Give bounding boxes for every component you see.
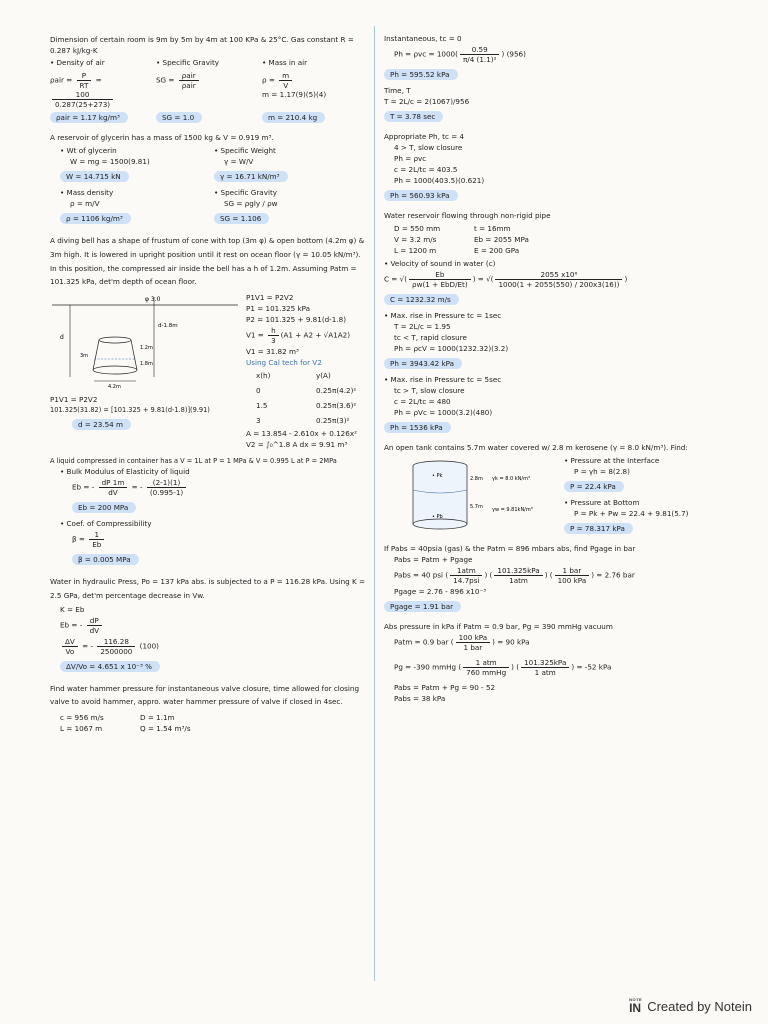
diving-bell-figure — [50, 293, 240, 393]
bottom-diameter-label: 4.2m — [108, 384, 121, 390]
problem-glycerin: A reservoir of glycerin has a mass of 1500 kg & V = 0.919 m³. • Wt of glycerin W = mg = 1500(9.81) W = 14.715 kN • Mass density ρ = m/V ρ = 1106 kg/m³ • Specific Weight γ = W/V γ = 16.71 kN/m³ • Specific Gravity SG = ρgly / ρw SG = 1.106 — [50, 133, 368, 228]
kerosene-gamma-label: γk = 8.0 kN/m³ — [492, 476, 530, 482]
depth-label: d-1.8m — [158, 323, 178, 329]
calc-table: x(h) y(A) 0 0.25π(4.2)² 1.5 0.25π(3.6)² 3 0.25π(3)² — [256, 371, 357, 425]
answer-highlight: ΔV/Vo = 4.651 x 10⁻³ % — [60, 661, 160, 672]
problem-room — [50, 34, 368, 127]
answer-highlight: d = 23.54 m — [72, 419, 131, 430]
water-1-8m-label: 1.8m — [140, 361, 153, 367]
answer-highlight: SG = 1.106 — [214, 213, 269, 224]
pb-label: • Pb — [432, 514, 443, 520]
answer-highlight: W = 14.715 kN — [60, 171, 129, 182]
problem-text: Abs pressure in kPa if Patm = 0.9 bar, Pg = 390 mmHg vacuum — [384, 622, 613, 631]
problem-open-tank: An open tank contains 5.7m water covered w/ 2.8 m kerosene (γ = 8.0 kN/m³). Find: • Pk • Pb 2.8m γk = 8.0 kN/m³ 5.7m γw = 9.81kN/m³ • Pressure at the Interface P = γh = 8(2.8) P = 22.4 kPa • Pressure at Bottom P = Pk + Pw = 22.4 + 9.81(5.7) P = 78.317 kPa — [384, 443, 719, 538]
subheading: • Density of air — [50, 58, 105, 68]
mass-formula: ρ = $\frac{m}{V}$ m = 1.17(9)(5)(4) — [262, 71, 327, 100]
problem-water-hammer: Find water hammer pressure for instantaneous valve closure, time allowed for closing valve to avoid hammer, appro. water hammer pressure of valve if closed in 4sec. c = 956 m/s L = 1067 m D = 1.1m Q = 1.54 m³/s — [50, 682, 368, 735]
problem-text: A reservoir of glycerin has a mass of 1500 kg & V = 0.919 m³. — [50, 133, 274, 143]
answer-highlight: ρ = 1106 kg/m³ — [60, 213, 131, 224]
kerosene-height-label: 2.8m — [470, 476, 483, 482]
answer-highlight: Pgage = 1.91 bar — [384, 601, 461, 612]
problem-vacuum: Abs pressure in kPa if Patm = 0.9 bar, Pg = 390 mmHg vacuum Patm = 0.9 bar ( 100 kPa 1 bar ) = 90 kPa Pg = -390 mmHg ( 1 atm 760 mmHg ) ( 101.325kPa 1 atm ) = -52 kPa Pabs = Patm + Pg = 90 - 52 Pabs = 38 kPa — [384, 622, 719, 703]
answer-highlight: Ph = 595.52 kPa — [384, 69, 458, 80]
column-divider — [374, 26, 375, 981]
answer-highlight: β = 0.005 MPa — [72, 554, 139, 565]
problem-text: If Pabs = 40psia (gas) & the Patm = 896 mbars abs, find Pgage in bar — [384, 544, 636, 553]
problem-text: A diving bell has a shape of frustum of cone with top (3m φ) & open bottom (4.2m φ) & 3m high. It is lowered in upright position until it rest on ocean floor (γ = 10.05 kN/m³). In this position, the compressed air inside the bell has a h of 1.2m. Assuming Patm = 101.325 kPa, det'm depth of ocean floor. — [50, 236, 365, 287]
instantaneous-section: Instantaneous, tc = 0 Ph = ρvc = 1000( $\frac{0.59}{\text{π/4 (1.1)²}}$ ) (956) Ph = 595.52 kPa Time, T T = 2L/c = 2(1067)/956 T = 3.78 sec — [384, 34, 526, 121]
open-tank-figure — [384, 456, 564, 534]
answer-highlight: T = 3.78 sec — [384, 111, 443, 122]
problem-text: Find water hammer pressure for instantaneous valve closure, time allowed for closing valve to avoid hammer, appro. water hammer pressure of valve if closed in 4sec. — [50, 683, 360, 707]
answer-highlight: P = 78.317 kPa — [564, 523, 633, 534]
answer-highlight: P = 22.4 kPa — [564, 481, 624, 492]
density-formula: ρair = $\frac{P}{RT}$ = $\frac{100}{0.287(25+273)}$ — [50, 71, 156, 109]
answer-highlight: Ph = 1536 kPa — [384, 422, 451, 433]
problem-hydraulic-press: Water in hydraulic Press, Po = 137 kPa abs. is subjected to a P = 116.28 kPa. Using K = 2.5 GPa, det'm percentage decrease in Vw. K = Eb Eb = - $\frac{dP}{dV}$ $\frac{\Delta V}{Vo}$ = - $\frac{116.28}{2500000}$ (100) ΔV/Vo = 4.651 x 10⁻³ % — [50, 575, 368, 675]
pk-label: • Pk — [432, 473, 443, 479]
answer-highlight: Eb = 200 MPa — [72, 502, 136, 513]
problem-diving-bell: A diving bell has a shape of frustum of cone with top (3m φ) & open bottom (4.2m φ) & 3m high. It is lowered in upright position until it rest on ocean floor (γ = 10.05 kN/m³). In this position, the compressed air inside the bell has a h of 1.2m. Assuming Patm = 101.325 kPa, det'm depth of ocean floor. φ 3.0 d-1.8m d 3m 1.2m 1.8m 4.2m P1V1 = P2V2 101.325(31.82) = [101.325 + 9.81(d-1.8)](9.91) d = 23.54 m P1V1 = P2V2 P1 = 101.325 kPa P2 = 101.325 + 9.81(d-1.8) V1 = $\frac{h}{3}$ (A1 + A2 + √A1A2) V1 = 31.82 m³ Using Cal tech for V2 x(h) y(A) 0 0.25π(4.2)² 1.5 0.25π(3.6)² 3 0.25π(3)² A = 13.854 - 2.610x + 0.126x² V2 = ∫₀^1.8 A dx = 9.91 m³ — [50, 234, 368, 451]
problem-text: A liquid compressed in container has a V = 1L at P = 1 MPa & V = 0.995 L at P = 2MPa — [50, 457, 337, 465]
subheading: • Specific Gravity — [156, 58, 220, 68]
height-3m-label: 3m — [80, 353, 89, 359]
answer-highlight: γ = 16.71 kN/m³ — [214, 171, 288, 182]
footer-text: Created by Notein — [647, 998, 752, 1014]
problem-text: Dimension of certain room is 9m by 5m by 4m at 100 KPa & 25°C. Gas constant R = 0.287 kJ/kg-K — [50, 35, 354, 56]
air-1-2m-label: 1.2m — [140, 345, 153, 351]
footer — [629, 998, 752, 1014]
subheading: • Mass in air — [262, 58, 308, 68]
problem-pipe: Water reservoir flowing through non-rigid pipe D = 550 mm V = 3.2 m/s L = 1200 m t = 16mm Eb = 2055 MPa E = 200 GPa • Velocity of sound in water (c) C = √( Eb ρw(1 + EbD/Et) ) = √( $\frac{\text{2055 x10⁶}}{1000(1 + 2055(550) / 200x3(16))}$ ) C = 1232.32 m/s • Max. rise in Pressure tc = 1sec T = 2L/c = 1.95 tc < T, rapid closure Ph = ρcV = 1000(1232.32)(3.2) Ph = 3943.42 kPa • Max. rise in Pressure tc = 5sec tc > T, slow closure c = 2L/tc = 480 Ph = ρVc = 1000(3.2)(480) Ph = 1536 kPa — [384, 211, 719, 437]
problem-gage-pressure: If Pabs = 40psia (gas) & the Patm = 896 mbars abs, find Pgage in bar Pabs = Patm + Pgage Pabs = 40 psi ( 1atm 14.7psi ) ( 101.325kPa 1atm ) ( 1 bar 100 kPa ) = 2.76 bar Pgage = 2.76 - 896 x10⁻³ Pgage = 1.91 bar — [384, 544, 719, 616]
problem-text: Water in hydraulic Press, Po = 137 kPa abs. is subjected to a P = 116.28 kPa. Using K = 2.5 GPa, det'm percentage decrease in Vw. — [50, 577, 366, 600]
answer-highlight: C = 1232.32 m/s — [384, 294, 459, 305]
answer-highlight: Ph = 3943.42 kPa — [384, 358, 462, 369]
answers — [50, 109, 368, 127]
answer-highlight: SG = 1.0 — [156, 112, 202, 123]
answer-highlight: m = 210.4 kg — [262, 112, 325, 123]
top-diameter-label: φ 3.0 — [145, 296, 161, 303]
sg-formula: SG = ρair ρair — [156, 71, 262, 109]
answer-highlight: ρair = 1.17 kg/m³ — [50, 112, 128, 123]
d-label: d — [60, 334, 64, 341]
water-gamma-label: γw = 9.81kN/m³ — [492, 507, 533, 513]
subheadings — [50, 58, 368, 67]
problem-liquid: A liquid compressed in container has a V = 1L at P = 1 MPa & V = 0.995 L at P = 2MPa • Bulk Modulus of Elasticity of liquid Eb = - $\frac{dP 1m}{dV}$ = - $\frac{(2-1)(1)}{(0.995-1)}$ Eb = 200 MPa • Coef. of Compressibility β = $\frac{1}{Eb}$ β = 0.005 MPa — [50, 457, 368, 569]
left-column — [50, 32, 368, 741]
right-column — [384, 32, 719, 709]
water-height-label: 5.7m — [470, 504, 483, 510]
problem-text: An open tank contains 5.7m water covered w/ 2.8 m kerosene (γ = 8.0 kN/m³). Find: — [384, 443, 688, 452]
notein-logo: NOTE IN — [629, 997, 643, 1015]
answer-highlight: Ph = 560.93 kPa — [384, 190, 458, 201]
appropriate-section: Appropriate Ph, tc = 4 4 > T, slow closure Ph = ρvc c = 2L/tc = 403.5 Ph = 1000(403.5)(0.621) Ph = 560.93 kPa — [384, 132, 485, 200]
problem-text: Water reservoir flowing through non-rigid pipe — [384, 211, 551, 220]
formula-row — [50, 71, 368, 109]
